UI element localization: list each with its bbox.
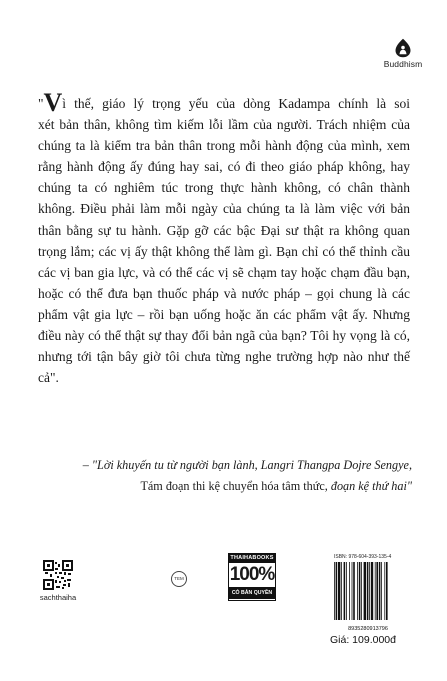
- barcode-bar: [334, 562, 335, 620]
- barcode-bar: [379, 562, 381, 620]
- attribution: [40, 455, 412, 496]
- quote-first-line: [38, 88, 410, 117]
- copyright-badge: [228, 553, 276, 601]
- quote-block: [38, 88, 410, 388]
- barcode: [330, 562, 406, 632]
- publisher-brand: [373, 38, 433, 69]
- barcode-bar: [352, 562, 353, 620]
- quote-body: xét bản thân, không tìm kiếm lỗi lầm của người. Trách nhiệm của chúng ta là kiểm tra bản thân trong mỗi hành động của mình, xem rằng hành động ấy đúng hay sai, có đi theo giáo pháp không, hay chúng ta có nghiêm túc trong thực hành không, có chân thành không. Điều phải làm mỗi ngày của chúng ta là làm việc với bản thân bằng sự tu hành. Gặp gỡ các bậc Đại sư thật ra không quan trọng lắm; các vị ấy thật không thể làm gì. Bạn chỉ có thể thỉnh cầu các vị ban gia lực, và có thể các vị sẽ chạm tay hoặc chạm đầu bạn, hoặc có thể đưa bạn thuốc pháp và nước pháp – gọi chung là các phẩm vật gia lực – rồi bạn uống hoặc ăn các phẩm vật ấy. Nhưng điều này có thể thật sự thay đổi bản ngã của bạn? Tôi hy vọng là có, nhưng tới tận bây giờ tôi chưa từng nghe trường hợp nào như thế cả".: [38, 117, 410, 386]
- barcode-bar: [349, 562, 350, 620]
- barcode-bar: [359, 562, 361, 620]
- price-label: Giá: 109.000đ: [330, 634, 396, 646]
- barcode-panel: [328, 554, 408, 632]
- badge-publisher: THAIHABOOKS: [230, 555, 274, 561]
- isbn-label: ISBN: 978-604-393-135-4: [334, 554, 392, 560]
- barcode-bar: [384, 562, 385, 620]
- barcode-bar: [367, 562, 369, 620]
- barcode-bar: [371, 562, 373, 620]
- qr-label: sachthaiha: [39, 593, 77, 602]
- qr-code: [43, 560, 73, 590]
- barcode-bar: [364, 562, 366, 620]
- quote-first-line-text: ì thế, giáo lý trọng yếu của dòng Kadampa chính là soi: [62, 96, 410, 111]
- authenticity-stamp: TEM: [171, 571, 187, 587]
- attribution-work-title: Tám đoạn thi kệ chuyển hóa tâm thức,: [140, 478, 331, 493]
- barcode-bar: [353, 562, 355, 620]
- badge-percent: 100%: [229, 564, 275, 585]
- attribution-verse: đoạn kệ thứ hai": [330, 478, 412, 493]
- barcode-bar: [346, 562, 347, 620]
- barcode-bar: [381, 562, 382, 620]
- barcode-bar: [338, 562, 340, 620]
- barcode-bar: [361, 562, 362, 620]
- attribution-source: – "Lời khuyến tu từ người bạn lành, Langri Thangpa Dojre Sengye,: [82, 458, 412, 472]
- barcode-bar: [386, 562, 388, 620]
- quote-dropcap: V: [43, 88, 63, 117]
- barcode-bar: [336, 562, 338, 620]
- brand-label: Buddhism: [383, 59, 423, 69]
- barcode-bar: [344, 562, 346, 620]
- barcode-bar: [357, 562, 358, 620]
- barcode-digits: 8935280913796: [348, 626, 388, 632]
- barcode-bar: [341, 562, 342, 620]
- badge-caption: CÓ BẢN QUYỀN: [229, 587, 275, 599]
- barcode-bar: [376, 562, 378, 620]
- barcode-bar: [375, 562, 376, 620]
- attribution-work: [40, 476, 412, 497]
- bodhi-leaf-buddha-icon: [393, 38, 413, 58]
- quote-open-mark: ": [38, 96, 44, 111]
- barcode-bar: [369, 562, 370, 620]
